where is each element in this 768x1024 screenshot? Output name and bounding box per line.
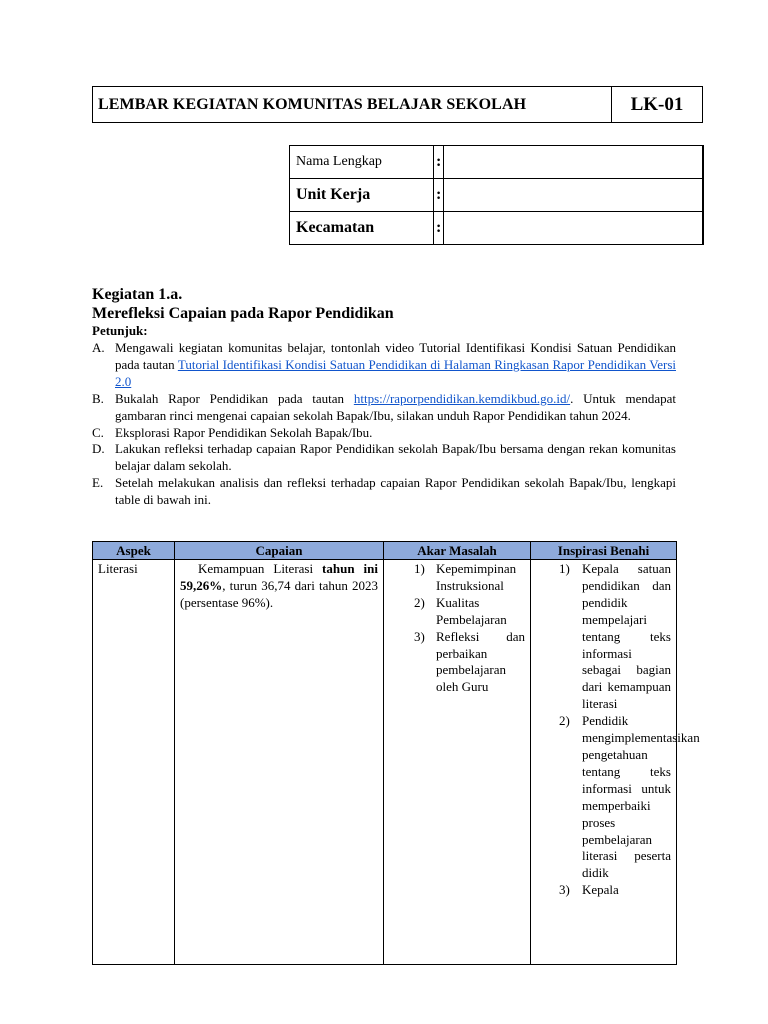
- list-text: Kepemimpinan Instruksional: [436, 561, 517, 593]
- activity-title: Kegiatan 1.a.: [92, 286, 183, 303]
- list-item: [92, 340, 676, 391]
- identity-label: Unit Kerja: [290, 179, 434, 212]
- identity-colon: :: [434, 146, 444, 179]
- list-item: [536, 713, 700, 882]
- instruction-text-after: . Untuk mendapat gambaran rinci mengenai capaian sekolah Bapak/Ibu, silakan unduh Rapor Pendidikan tahun 2024.: [115, 390, 676, 423]
- list-number: 1): [559, 561, 570, 576]
- column-header-aspek: Aspek: [93, 542, 175, 560]
- activity-subtitle: Merefleksi Capaian pada Rapor Pendidikan: [92, 305, 394, 322]
- identity-row-district: [290, 212, 704, 245]
- list-item: [92, 475, 676, 509]
- list-marker: A.: [92, 340, 105, 355]
- list-text: Refleksi dan perbaikan pembelajaran oleh Guru: [436, 628, 525, 695]
- instructions-title: Petunjuk:: [92, 323, 148, 338]
- identity-row-name: [290, 146, 704, 179]
- name-field[interactable]: [444, 146, 703, 179]
- document-header: [92, 86, 703, 123]
- table-header-row: [93, 542, 677, 560]
- capaian-highlight: tahun ini 59,26%: [180, 561, 378, 593]
- list-item: [92, 441, 676, 475]
- district-field[interactable]: [444, 212, 703, 245]
- list-number: 3): [414, 628, 425, 644]
- list-marker: B.: [92, 390, 104, 406]
- tutorial-video-link[interactable]: Tutorial Identifikasi Kondisi Satuan Pendidikan di Halaman Ringkasan Rapor Pendidikan Versi 2.0: [115, 356, 676, 389]
- instruction-text: Lakukan refleksi terhadap capaian Rapor Pendidikan sekolah Bapak/Ibu bersama dengan rekan komunitas belajar dalam sekolah.: [115, 441, 676, 474]
- list-number: 1): [414, 561, 425, 576]
- list-item: [92, 391, 676, 425]
- list-item: [536, 882, 671, 899]
- list-number: 3): [559, 882, 570, 898]
- column-header-capaian: Capaian: [175, 542, 384, 560]
- identity-colon: :: [434, 179, 444, 212]
- list-number: 2): [414, 594, 425, 610]
- list-item: [92, 425, 676, 442]
- list-item: [536, 561, 671, 713]
- inspirasi-cell: [531, 560, 700, 965]
- list-item: [389, 561, 525, 595]
- list-number: 2): [559, 713, 570, 729]
- instruction-text: Eksplorasi Rapor Pendidikan Sekolah Bapak/Ibu.: [115, 424, 373, 440]
- document-title: LEMBAR KEGIATAN KOMUNITAS BELAJAR SEKOLAH: [93, 87, 612, 122]
- identity-label: Kecamatan: [290, 212, 434, 245]
- reflection-table: [92, 541, 700, 965]
- list-text: Pendidik mengimplementasikan pengetahuan tentang teks informasi untuk memperbaiki proses pembelajaran literasi peserta didik: [582, 713, 700, 881]
- list-item: [389, 595, 525, 629]
- list-marker: C.: [92, 424, 104, 440]
- inspirasi-list: [536, 561, 700, 899]
- capaian-text-after: , turun 36,74 dari tahun 2023 (persentase 96%).: [180, 577, 378, 610]
- identity-table: [289, 145, 704, 245]
- document-code: LK-01: [630, 94, 684, 115]
- table-row: [93, 560, 677, 965]
- rapor-pendidikan-link[interactable]: https://raporpendidikan.kemdikbud.go.id/: [353, 390, 571, 406]
- instruction-text: Bukalah Rapor Pendidikan pada tautan: [115, 390, 354, 406]
- akar-masalah-list: [389, 561, 525, 696]
- identity-colon: :: [434, 212, 444, 245]
- instruction-text: Mengawali kegiatan komunitas belajar, tontonlah video Tutorial Identifikasi Kondisi Satuan Pendidikan pada tautan: [115, 340, 676, 372]
- akar-masalah-cell: [384, 560, 531, 965]
- instructions-list: [92, 340, 676, 509]
- list-item: [389, 629, 525, 697]
- list-text: Kepala satuan pendidikan dan pendidik mempelajari tentang teks informasi sebagai bagian dari kemampuan literasi: [582, 561, 671, 712]
- aspek-cell: Literasi: [93, 560, 175, 965]
- capaian-text: Kemampuan Literasi: [198, 561, 323, 576]
- column-header-akar-masalah: Akar Masalah: [384, 542, 531, 560]
- capaian-cell: [175, 560, 384, 965]
- unit-field[interactable]: [444, 179, 703, 212]
- list-marker: E.: [92, 475, 104, 491]
- list-marker: D.: [92, 441, 105, 457]
- identity-row-unit: [290, 179, 704, 212]
- list-text: Kualitas Pembelajaran: [436, 594, 507, 627]
- column-header-inspirasi: Inspirasi Benahi: [531, 542, 677, 560]
- instruction-text: Setelah melakukan analisis dan refleksi terhadap capaian Rapor Pendidikan sekolah Bapak/Ibu, lengkapi table di bawah ini.: [115, 475, 676, 508]
- identity-label: Nama Lengkap: [290, 146, 434, 179]
- list-text: Kepala: [582, 882, 619, 898]
